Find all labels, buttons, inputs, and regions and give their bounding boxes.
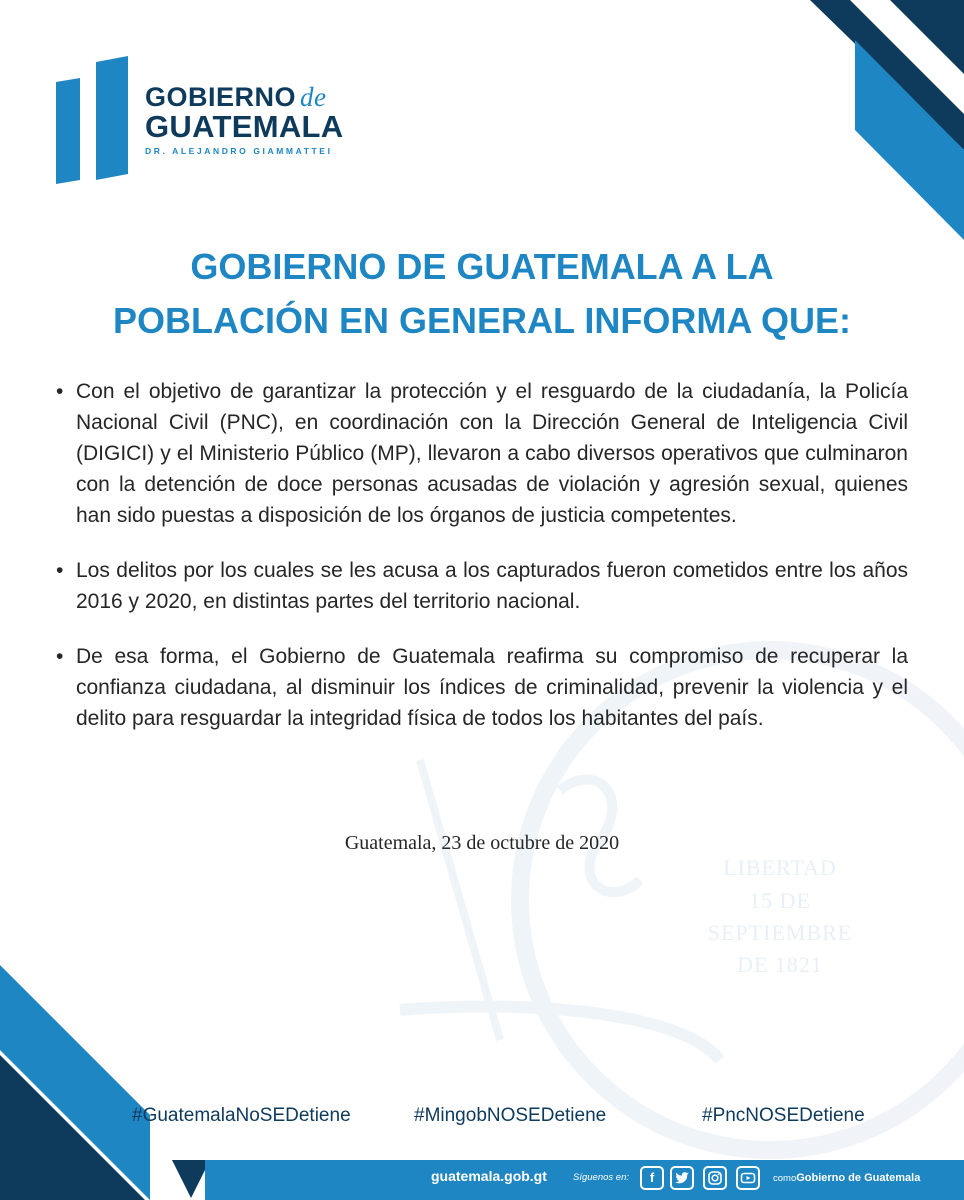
hashtag-guatemala[interactable]: #GuatemalaNoSEDetiene xyxy=(132,1105,351,1126)
logo-bars-icon xyxy=(52,52,132,192)
facebook-icon[interactable]: f xyxy=(640,1166,664,1190)
footer-como-name: Gobierno de Guatemala xyxy=(796,1172,921,1184)
footer-bar xyxy=(205,1160,964,1200)
footer-como-label: comoGobierno de Guatemala xyxy=(773,1172,921,1184)
bullet-icon: • xyxy=(56,380,64,403)
instagram-icon[interactable] xyxy=(703,1166,727,1190)
follow-label: Síguenos en: xyxy=(573,1172,629,1183)
watermark-line2: 15 DE xyxy=(749,888,811,913)
paragraph-text: Los delitos por los cuales se les acusa a los capturados fueron cometidos entre los años 2016 y 2020, en distintas partes del territorio nacional. xyxy=(76,559,908,613)
logo-line-guatemala: GUATEMALA xyxy=(145,109,344,144)
logo-line-gobierno: GOBIERNO de xyxy=(145,82,327,112)
bullet-paragraph xyxy=(56,641,908,734)
logo-de: de xyxy=(300,82,327,112)
title-line1: GOBIERNO DE GUATEMALA A LA xyxy=(190,246,774,287)
hashtag-row xyxy=(0,1105,964,1131)
bullet-icon: • xyxy=(56,559,64,582)
logo-line-president: DR. ALEJANDRO GIAMMATTEI xyxy=(145,146,333,156)
website-link[interactable]: guatemala.gob.gt xyxy=(431,1168,547,1184)
logo-wordmark xyxy=(145,82,343,156)
bullet-icon: • xyxy=(56,645,64,668)
bullet-paragraph xyxy=(56,376,908,531)
statement-body xyxy=(56,376,908,758)
bullet-paragraph xyxy=(56,555,908,617)
youtube-icon[interactable] xyxy=(736,1166,760,1190)
title-line2: POBLACIÓN EN GENERAL INFORMA QUE: xyxy=(112,300,852,341)
page-title xyxy=(0,240,964,348)
paragraph-text: De esa forma, el Gobierno de Guatemala reafirma su compromiso de recuperar la confianza ciudadana, al disminuir los índices de criminalidad, prevenir la violencia y el delito para resguardar la integridad física de todos los habitantes del país. xyxy=(76,645,908,730)
hashtag-mingob[interactable]: #MingobNOSEDetiene xyxy=(414,1105,607,1126)
paragraph-text: Con el objetivo de garantizar la protección y el resguardo de la ciudadanía, la Policía Nacional Civil (PNC), en coordinación con la Dirección General de Inteligencia Civil (DIGICI) y el Ministerio Público (MP), llevaron a cabo diversos operativos que culminaron con la detención de doce personas acusadas de violación y agresión sexual, quienes han sido puestas a disposición de los órganos de justicia competentes. xyxy=(76,380,908,527)
dateline: Guatemala, 23 de octubre de 2020 xyxy=(344,832,620,854)
hashtag-pnc[interactable]: #PncNOSEDetiene xyxy=(702,1105,865,1126)
watermark-line1: LIBERTAD xyxy=(723,855,837,880)
watermark-line4: DE 1821 xyxy=(737,952,823,977)
twitter-icon[interactable] xyxy=(670,1166,694,1190)
watermark-line3: SEPTIEMBRE xyxy=(707,920,853,945)
